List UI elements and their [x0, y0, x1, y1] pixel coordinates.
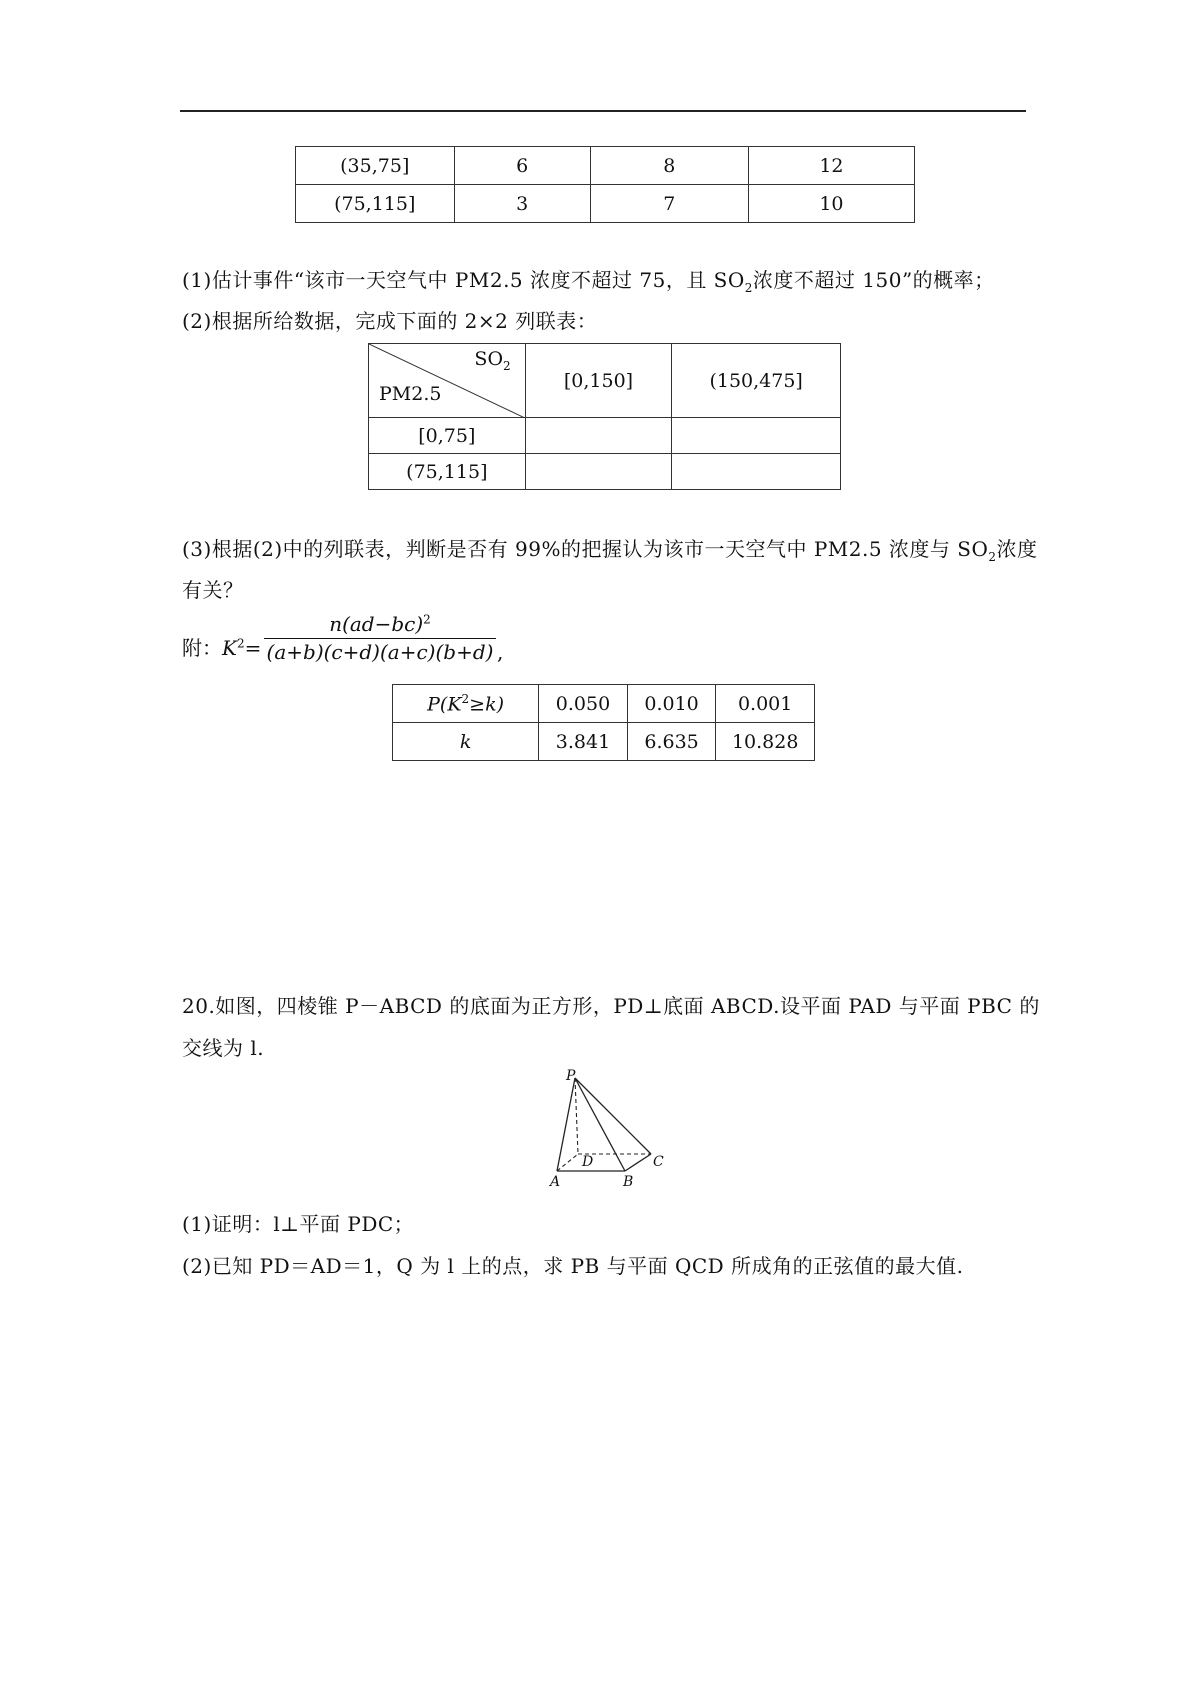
table-cell: (75,115]	[296, 185, 455, 223]
empty-cell	[525, 454, 672, 490]
formula-numerator: $n(ad-bc)^2$	[329, 612, 431, 636]
fraction-bar	[264, 638, 496, 639]
table-cell: 3	[454, 185, 590, 223]
formula-fraction	[264, 612, 496, 664]
table-cell: 3.841	[539, 723, 628, 761]
column-header: (150,475]	[672, 344, 841, 418]
empty-cell	[672, 418, 841, 454]
corner-row-header: PM2.5	[379, 383, 442, 405]
table-corner-cell	[369, 344, 526, 418]
formula-denominator: (a+b)(c+d)(a+c)(b+d)	[266, 640, 494, 664]
row-header: (75,115]	[369, 454, 526, 490]
table-cell: 6	[454, 147, 590, 185]
question-2: (2)根据所给数据，完成下面的 2×2 列联表：	[182, 309, 598, 333]
table-cell: 8	[590, 147, 748, 185]
question-1: (1)估计事件“该市一天空气中 PM2.5 浓度不超过 75，且 $SO_2$浓度不超过 150”的概率；	[182, 268, 995, 295]
vertex-label-d: D	[582, 1154, 594, 1170]
problem-20-line1: 20.如图，四棱锥 P－ABCD 的底面为正方形，PD⊥底面 ABCD.设平面 PAD 与平面 PBC 的	[182, 994, 1040, 1018]
table-cell: 12	[748, 147, 914, 185]
vertex-label-c: C	[653, 1154, 664, 1170]
table-cell: 7	[590, 185, 748, 223]
contingency-table	[368, 343, 841, 490]
corner-col-header: $SO_2$	[474, 348, 511, 373]
question-3-line1: (3)根据(2)中的列联表，判断是否有 99%的把握认为该市一天空气中 PM2.5 浓度与 $SO_2$浓度	[182, 537, 1038, 564]
column-header: [0,150]	[525, 344, 672, 418]
vertex-label-b: B	[623, 1174, 634, 1190]
formula-tail: ,	[497, 640, 504, 664]
table-cell: (35,75]	[296, 147, 455, 185]
sub-question-2: (2)已知 PD＝AD＝1，Q 为 l 上的点，求 PB 与平面 QCD 所成角的正弦值的最大值.	[182, 1254, 964, 1278]
question-3-line2: 有关？	[182, 578, 244, 602]
row-header: [0,75]	[369, 418, 526, 454]
empty-cell	[672, 454, 841, 490]
table-cell: 0.050	[539, 685, 628, 723]
table-cell: 6.635	[627, 723, 716, 761]
table-cell: $P(K^2\ge k)$	[393, 685, 539, 723]
pyramid-figure	[545, 1068, 665, 1193]
empty-cell	[525, 418, 672, 454]
problem-20-line2: 交线为 l.	[182, 1036, 265, 1060]
vertex-label-a: A	[550, 1174, 561, 1190]
critical-value-table	[392, 684, 815, 761]
data-table-continued	[295, 146, 915, 223]
table-cell: 0.010	[627, 685, 716, 723]
sub-question-1: (1)证明：l⊥平面 PDC；	[182, 1212, 415, 1236]
header-rule	[180, 110, 1026, 112]
vertex-label-p: P	[566, 1068, 576, 1084]
table-cell: 10	[748, 185, 914, 223]
formula-label: 附：$K^2=$	[182, 636, 262, 660]
table-cell: k	[393, 723, 539, 761]
table-cell: 10.828	[716, 723, 815, 761]
table-cell: 0.001	[716, 685, 815, 723]
